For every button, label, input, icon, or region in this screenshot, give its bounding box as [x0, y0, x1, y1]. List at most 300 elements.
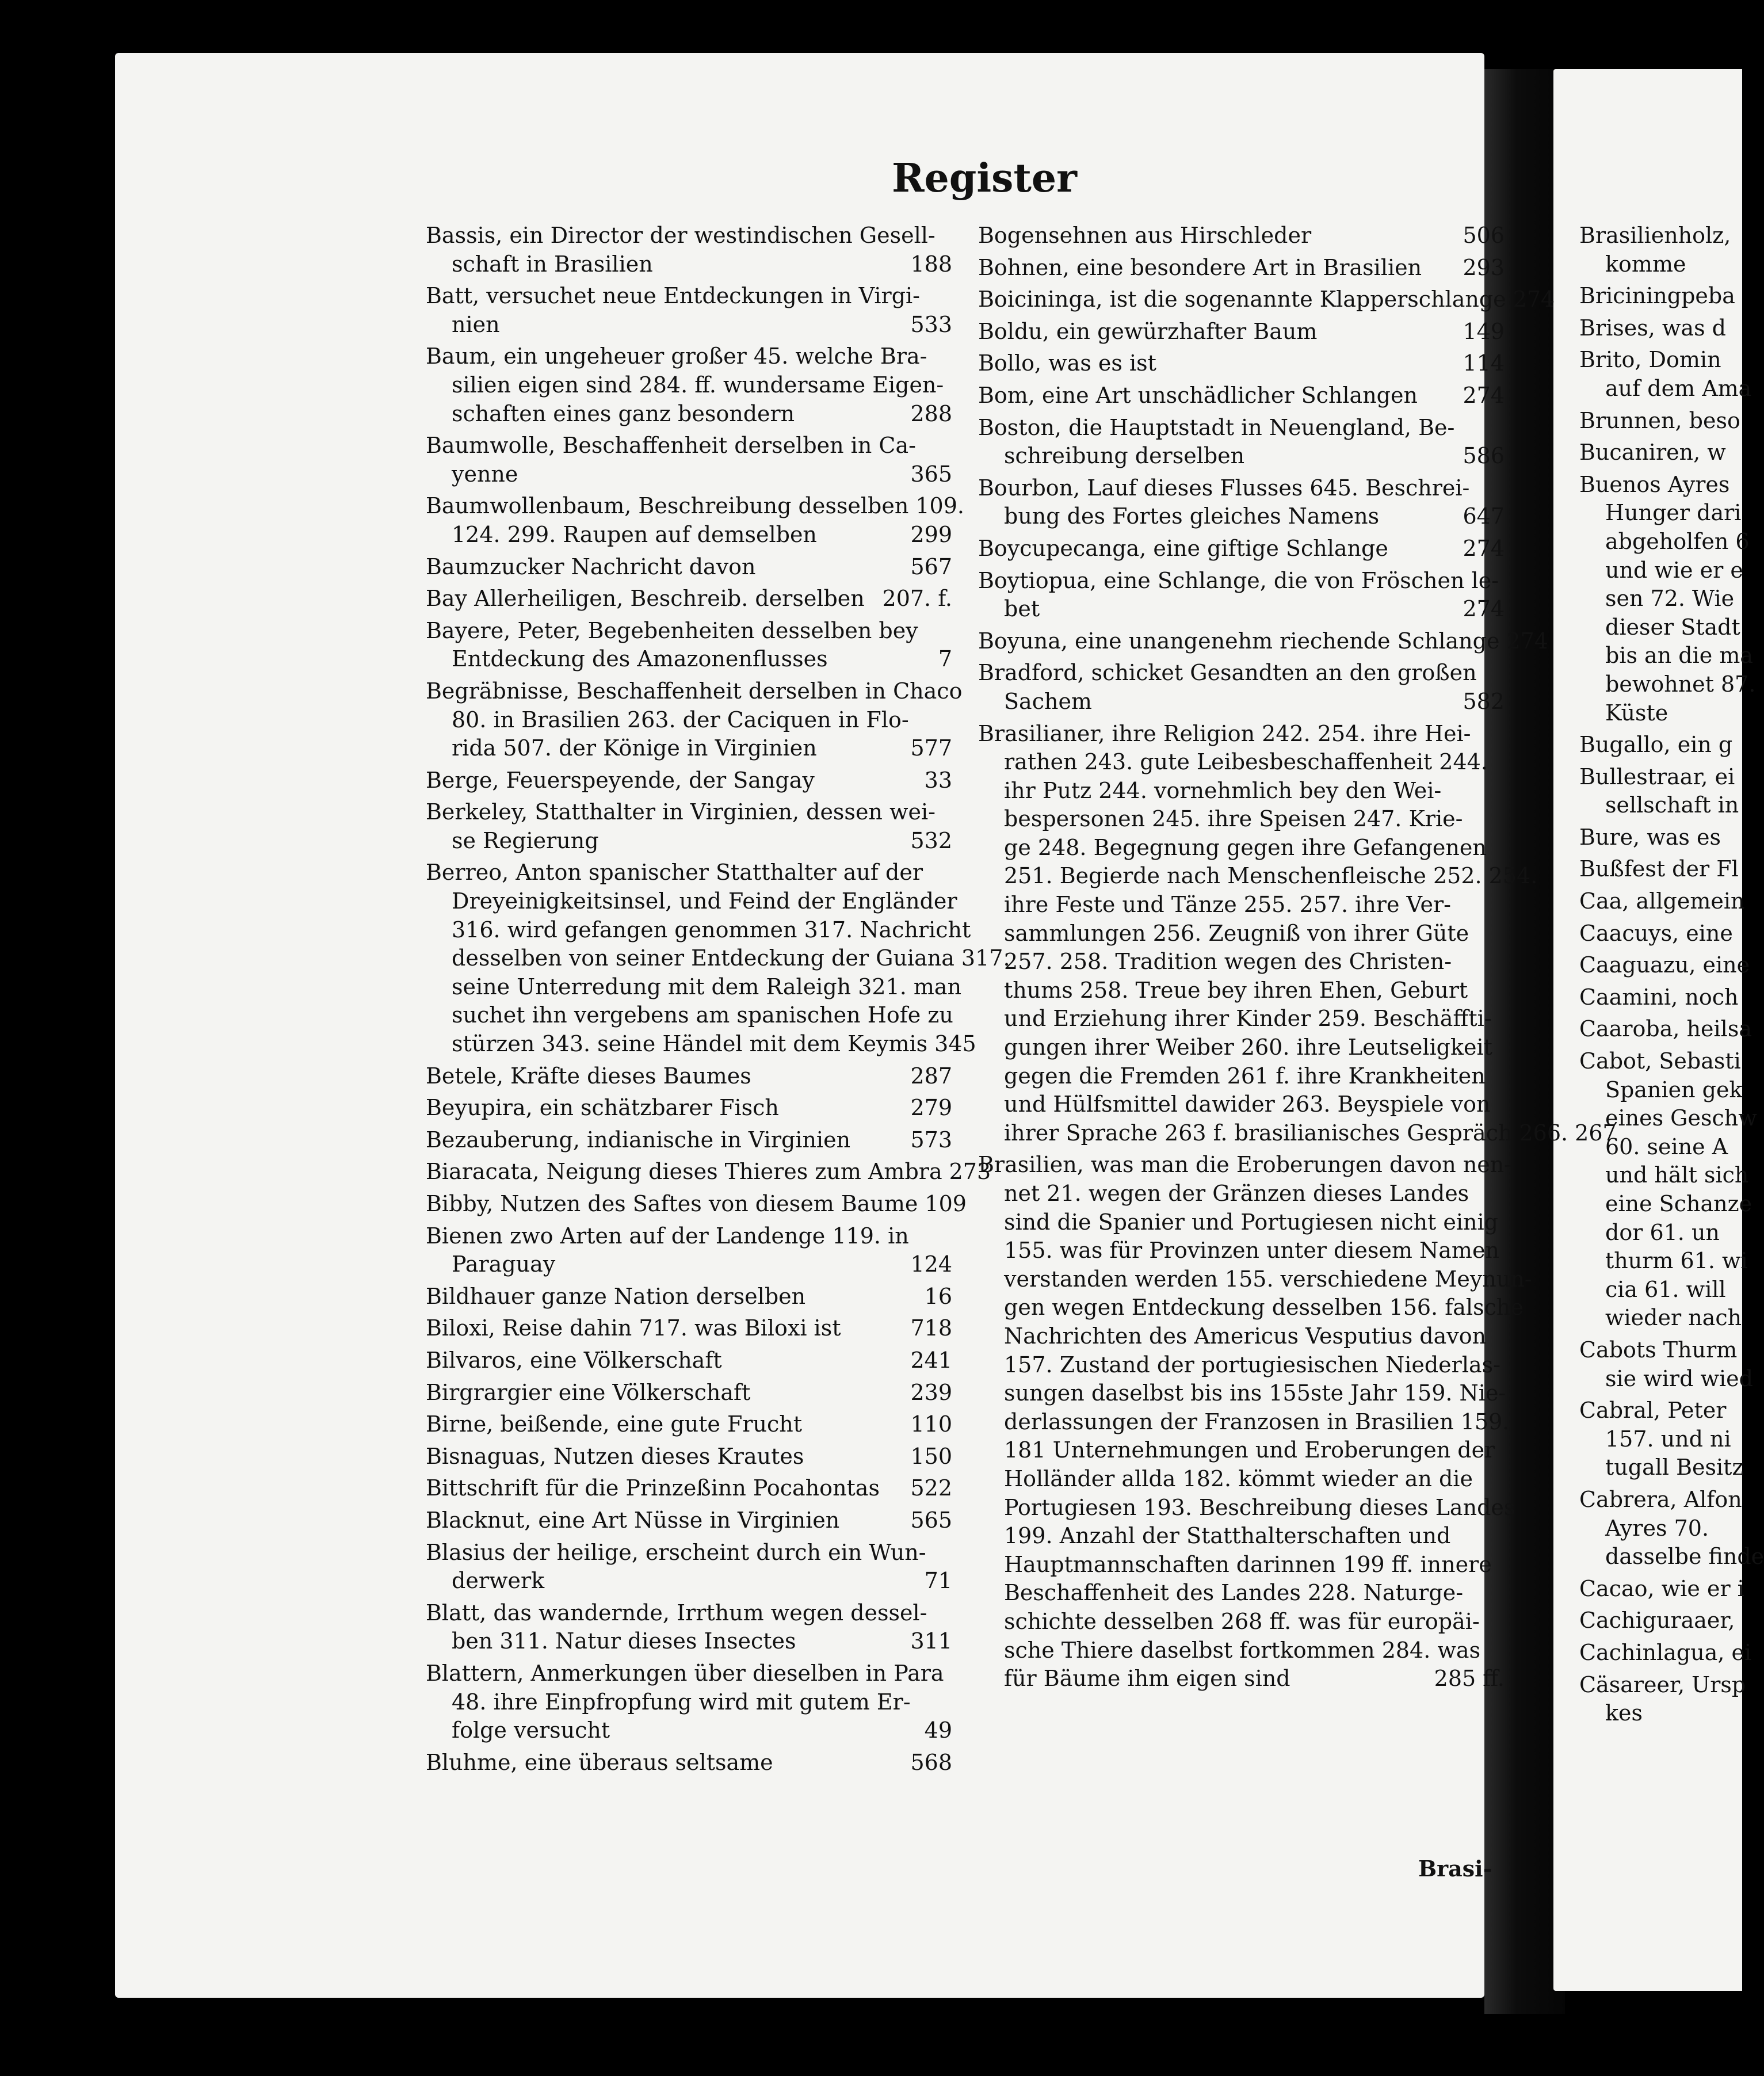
entry-text: seine Unterredung mit dem Raleigh 321. man — [452, 974, 962, 999]
entry-text: abgeholfen 6 — [1605, 528, 1750, 554]
entry-text: Caaguazu, eine — [1579, 952, 1750, 978]
page-number: 647 — [1463, 503, 1505, 529]
entry-line — [426, 944, 1010, 973]
entry-line — [1579, 699, 1752, 728]
entry-line — [1579, 1699, 1752, 1728]
entry-line — [978, 1465, 1505, 1494]
entry-line — [1579, 1543, 1764, 1571]
entry-line — [426, 282, 952, 311]
index-column-3 — [1579, 222, 1764, 1731]
entry-text: und Hülfsmittel dawider 263. Beyspiele von — [1004, 1092, 1491, 1117]
entry-line — [978, 442, 1505, 471]
entry-text: 199. Anzahl der Statthalterschaften und — [1004, 1523, 1451, 1549]
page-number: 718 — [910, 1315, 952, 1341]
entry-text: Baumzucker Nachricht davon — [426, 554, 756, 579]
index-entry — [978, 318, 1505, 346]
index-entry — [426, 766, 952, 795]
entry-text: 181 Unternehmungen und Eroberungen der — [1004, 1437, 1495, 1463]
entry-line — [978, 414, 1505, 442]
index-entry — [426, 1283, 952, 1311]
page-number: 188 — [910, 251, 952, 277]
index-entry — [426, 1659, 952, 1745]
entry-line — [978, 1208, 1505, 1237]
page-title: Register — [892, 155, 1077, 201]
entry-text: derwerk — [452, 1568, 545, 1594]
entry-text: Bibby, Nutzen des Saftes von diesem Baume — [426, 1191, 918, 1216]
entry-line — [1579, 670, 1756, 699]
entry-line — [1579, 887, 1752, 916]
page-number: 274 — [1513, 287, 1555, 312]
index-entry — [426, 1379, 952, 1407]
index-entry — [426, 1749, 952, 1777]
entry-text: Spanien gek — [1605, 1077, 1743, 1102]
entry-line — [1579, 1514, 1752, 1543]
entry-line — [1579, 499, 1752, 528]
entry-line — [426, 1506, 952, 1535]
entry-line — [978, 222, 1505, 250]
entry-line — [426, 677, 963, 706]
index-entry — [1579, 314, 1752, 343]
entry-line — [426, 371, 952, 400]
entry-line — [1579, 1486, 1752, 1514]
entry-line — [1579, 1336, 1752, 1365]
index-entry — [978, 1151, 1532, 1693]
entry-line — [1579, 951, 1752, 980]
entry-line — [426, 1250, 952, 1279]
entry-text: Biaracata, Neigung dieses Thieres zum Ambra — [426, 1159, 942, 1185]
entry-text: Baumwollenbaum, Beschreibung desselben 109. — [426, 493, 964, 519]
entry-text: eines Geschw — [1605, 1105, 1757, 1131]
entry-line — [1579, 1076, 1752, 1105]
entry-line — [978, 1322, 1505, 1351]
entry-line — [1579, 1104, 1757, 1133]
page-number: 16 — [924, 1283, 952, 1309]
entry-line — [426, 645, 952, 674]
page-number: 285 ff. — [1434, 1666, 1505, 1692]
entry-line — [978, 688, 1505, 716]
entry-line — [1579, 642, 1752, 670]
entry-line — [978, 1551, 1505, 1579]
entry-text: Briciningpeba — [1579, 283, 1735, 309]
page-number: 522 — [910, 1475, 952, 1501]
entry-text: ihre Feste und Tänze 255. 257. ihre Ver- — [1004, 892, 1451, 918]
entry-text: 257. 258. Tradition wegen des Christen- — [1004, 949, 1452, 975]
entry-text: Boldu, ein gewürzhafter Baum — [978, 318, 1318, 344]
entry-line — [978, 805, 1505, 834]
index-entry — [426, 282, 952, 339]
index-entry — [426, 432, 952, 489]
entry-text: Holländer allda 182. kömmt wieder an die — [1004, 1466, 1473, 1491]
entry-line — [426, 1474, 952, 1503]
entry-line — [426, 1346, 952, 1375]
entry-line — [978, 720, 1505, 749]
entry-text: Cabots Thurm — [1579, 1337, 1738, 1363]
entry-text: Ayres 70. — [1605, 1515, 1709, 1541]
page-number: 274 — [1463, 382, 1505, 408]
index-entry — [426, 1062, 952, 1091]
entry-line — [426, 1094, 952, 1123]
entry-text: Birgrargier eine Völkerschaft — [426, 1379, 751, 1405]
entry-text: Cabot, Sebasti — [1579, 1048, 1741, 1074]
entry-line — [978, 502, 1505, 531]
entry-text: bung des Fortes gleiches Namens — [1004, 503, 1380, 529]
entry-line — [978, 1265, 1532, 1294]
index-entry — [426, 1410, 952, 1439]
entry-line — [978, 1636, 1505, 1665]
entry-line — [978, 349, 1505, 378]
entry-line — [978, 285, 1555, 314]
entry-line — [1579, 1639, 1752, 1667]
entry-line — [1579, 791, 1752, 820]
entry-line — [426, 1716, 952, 1745]
index-entry — [1579, 1639, 1752, 1667]
entry-line — [1579, 528, 1752, 556]
index-entry — [1579, 471, 1756, 727]
entry-line — [1579, 1015, 1752, 1044]
entry-text: Hunger dari — [1605, 500, 1742, 526]
entry-line — [426, 222, 952, 250]
entry-line — [426, 798, 952, 827]
entry-text: Boyuna, eine unangenehm riechende Schlange — [978, 628, 1500, 654]
index-entry — [1579, 438, 1752, 467]
entry-text: rida 507. der Könige in Virginien — [452, 735, 817, 761]
entry-text: Bienen zwo Arten auf der Landenge 119. in — [426, 1223, 909, 1249]
entry-line — [978, 748, 1505, 777]
index-entry — [1579, 222, 1752, 278]
entry-line — [1579, 1575, 1752, 1604]
entry-line — [426, 1314, 952, 1343]
entry-line — [1579, 1365, 1752, 1394]
entry-text: 157. Zustand der portugiesischen Niederlas- — [1004, 1352, 1500, 1377]
entry-text: Bure, was es — [1579, 824, 1721, 850]
entry-text: dor 61. un — [1605, 1219, 1720, 1245]
entry-line — [978, 1033, 1505, 1062]
index-entry — [1579, 1396, 1752, 1482]
entry-line — [978, 1522, 1505, 1551]
page-number: 568 — [910, 1749, 952, 1775]
index-entry — [978, 381, 1505, 410]
entry-line — [426, 1688, 952, 1717]
entry-line — [426, 706, 952, 735]
index-entry — [1579, 346, 1752, 403]
index-entry — [978, 474, 1505, 531]
index-entry — [426, 858, 1010, 1058]
entry-text: Birne, beißende, eine gute Frucht — [426, 1411, 802, 1437]
index-entry — [426, 1442, 952, 1471]
index-entry — [1579, 1015, 1752, 1044]
entry-line — [978, 474, 1505, 503]
index-entry — [978, 349, 1505, 378]
entry-text: sammlungen 256. Zeugniß von ihrer Güte — [1004, 920, 1469, 946]
entry-line — [1579, 1276, 1752, 1304]
entry-text: Boytiopua, eine Schlange, die von Fröschen le- — [978, 567, 1499, 593]
entry-text: Cabrera, Alfon — [1579, 1486, 1742, 1512]
entry-text: Cachiguraaer, — [1579, 1608, 1735, 1634]
page-number: 124 — [910, 1251, 952, 1277]
entry-text: 251. Begierde nach Menschenfleische 252. 254. — [1004, 863, 1538, 889]
entry-line — [1579, 556, 1752, 585]
entry-line — [426, 1567, 952, 1596]
index-entry — [426, 342, 952, 428]
index-entry — [426, 1506, 952, 1535]
entry-line — [426, 1158, 991, 1186]
entry-text: Bohnen, eine besondere Art in Brasilien — [978, 254, 1422, 280]
entry-text: Bourbon, Lauf dieses Flusses 645. Beschrei- — [978, 475, 1470, 501]
entry-text: Bradford, schicket Gesandten an den großen — [978, 660, 1477, 686]
index-entry — [426, 1539, 952, 1596]
entry-text: folge versucht — [452, 1718, 610, 1743]
entry-text: Dreyeinigkeitsinsel, und Feind der Engländer — [452, 888, 957, 914]
entry-line — [978, 1151, 1512, 1180]
index-entry — [978, 567, 1505, 624]
entry-text: Nachrichten des Americus Vesputius davon — [1004, 1323, 1487, 1349]
entry-text: Entdeckung des Amazonenflusses — [452, 646, 828, 672]
entry-line — [978, 1665, 1505, 1693]
page-number: 110 — [910, 1411, 952, 1437]
entry-text: 155. was für Provinzen unter diesem Namen — [1004, 1238, 1499, 1264]
entry-text: dieser Stadt — [1605, 614, 1740, 640]
entry-text: se Regierung — [452, 827, 599, 853]
entry-line — [426, 617, 952, 646]
page-number: 71 — [924, 1568, 952, 1594]
entry-text: schreibung derselben — [1004, 443, 1245, 469]
index-entry — [426, 492, 964, 549]
entry-line — [978, 1005, 1505, 1033]
entry-text: Biloxi, Reise dahin 717. was Biloxi ist — [426, 1315, 841, 1341]
page-number: 266. 267 — [1519, 1120, 1617, 1146]
entry-text: 48. ihre Einpfropfung wird mit gutem Er- — [452, 1689, 911, 1715]
entry-text: wieder nach — [1605, 1305, 1742, 1331]
entry-line — [1579, 1425, 1752, 1454]
entry-text: schichte desselben 268 ff. was für europäi- — [1004, 1608, 1480, 1634]
entry-text: stürzen 343. seine Händel mit dem Keymis — [452, 1031, 928, 1057]
entry-text: Bollo, was es ist — [978, 350, 1156, 376]
entry-text: verstanden werden 155. verschiedene Meynun- — [1004, 1266, 1532, 1292]
entry-line — [426, 400, 952, 429]
index-entry — [1579, 1575, 1752, 1604]
entry-line — [1579, 613, 1752, 642]
entry-line — [978, 567, 1505, 596]
entry-text: derlassungen der Franzosen in Brasilien 159. — [1004, 1409, 1510, 1434]
entry-line — [978, 1379, 1505, 1408]
entry-text: bewohnet 87. — [1605, 671, 1756, 697]
entry-text: komme — [1605, 251, 1686, 277]
entry-text: 157. und ni — [1605, 1426, 1731, 1452]
entry-line — [978, 381, 1505, 410]
page-number: 586 — [1463, 443, 1505, 469]
entry-line — [1579, 1219, 1752, 1247]
entry-text: Brito, Domin — [1579, 347, 1721, 373]
entry-line — [1579, 585, 1752, 613]
index-entry — [978, 627, 1548, 656]
entry-text: Buenos Ayres — [1579, 471, 1730, 497]
index-entry — [978, 254, 1505, 283]
entry-line — [426, 1062, 952, 1091]
entry-text: silien eigen sind 284. ff. wundersame Eigen- — [452, 372, 944, 398]
entry-text: Caa, allgemein — [1579, 888, 1745, 914]
page-number: 299 — [910, 521, 952, 547]
entry-line — [1579, 823, 1752, 852]
entry-text: bet — [1004, 596, 1040, 622]
entry-text: tugall Besitz — [1605, 1455, 1744, 1480]
entry-text: Brasilienholz, — [1579, 223, 1731, 248]
entry-line — [1579, 407, 1752, 436]
entry-text: 124. 299. Raupen auf demselben — [452, 521, 817, 547]
entry-text: Küste — [1605, 700, 1668, 726]
entry-text: ge 248. Begegnung gegen ihre Gefangenen — [1004, 834, 1487, 860]
entry-text: Cäsareer, Ursp — [1579, 1672, 1746, 1697]
entry-text: Boicininga, ist die sogenannte Klapperschlange — [978, 287, 1506, 312]
entry-text: Bilvaros, eine Völkerschaft — [426, 1347, 722, 1373]
entry-line — [426, 1442, 952, 1471]
entry-line — [978, 948, 1505, 976]
entry-text: thums 258. Treue bey ihren Ehen, Geburt — [1004, 977, 1468, 1003]
entry-line — [978, 1062, 1505, 1091]
entry-text: ben 311. Natur dieses Insectes — [452, 1628, 796, 1654]
page-number: 274 — [1506, 628, 1548, 654]
index-entry — [1579, 1047, 1757, 1333]
index-entry — [978, 414, 1505, 471]
entry-line — [1579, 1671, 1752, 1700]
entry-line — [426, 1410, 952, 1439]
entry-text: Blacknut, eine Art Nüsse in Virginien — [426, 1507, 840, 1533]
entry-text: Blasius der heilige, erscheint durch ein Wun- — [426, 1539, 926, 1565]
index-entry — [1579, 1336, 1752, 1393]
page-number: 311 — [910, 1628, 952, 1654]
index-entry — [1579, 407, 1752, 436]
index-entry — [426, 798, 952, 855]
index-entry — [1579, 983, 1752, 1012]
entry-line — [426, 460, 952, 489]
entry-line — [426, 858, 952, 887]
index-entry — [426, 1158, 991, 1186]
entry-line — [978, 1494, 1515, 1522]
page-number: 532 — [910, 827, 952, 853]
entry-text: Caacuys, eine — [1579, 920, 1733, 946]
index-column-2 — [978, 222, 1617, 1697]
entry-text: Paraguay — [452, 1251, 556, 1277]
entry-text: Berge, Feuerspeyende, der Sangay — [426, 767, 815, 793]
page-number: 114 — [1463, 350, 1505, 376]
entry-line — [1579, 731, 1752, 760]
index-entry — [426, 585, 952, 613]
catchword: Brasi- — [1418, 1856, 1492, 1882]
entry-line — [978, 1180, 1505, 1208]
entry-text: ihr Putz 244. vornehmlich bey den Wei- — [1004, 777, 1442, 803]
entry-line — [426, 250, 952, 279]
entry-text: bis an die ma — [1605, 643, 1754, 669]
entry-text: desselben von seiner Entdeckung der Guiana 317. — [452, 945, 1010, 971]
index-entry — [426, 1222, 952, 1279]
entry-text: 60. seine A — [1605, 1134, 1728, 1159]
entry-line — [426, 766, 952, 795]
entry-line — [426, 492, 964, 521]
entry-text: Brises, was d — [1579, 315, 1726, 341]
entry-line — [978, 834, 1505, 863]
entry-text: yenne — [452, 461, 518, 487]
entry-text: Bogensehnen aus Hirschleder — [978, 223, 1312, 248]
index-entry — [426, 222, 952, 278]
entry-line — [978, 627, 1548, 656]
entry-text: für Bäume ihm eigen sind — [1004, 1666, 1290, 1692]
entry-line — [1579, 346, 1752, 375]
entry-line — [426, 1659, 952, 1688]
entry-line — [426, 973, 962, 1002]
entry-line — [978, 318, 1505, 346]
entry-text: Bluhme, eine überaus seltsame — [426, 1749, 773, 1775]
entry-text: Baumwolle, Beschaffenheit derselben in Ca- — [426, 433, 916, 459]
entry-line — [1579, 1133, 1752, 1162]
entry-text: Caamini, noch — [1579, 984, 1739, 1010]
entry-text: cia 61. will — [1605, 1276, 1726, 1302]
entry-line — [978, 777, 1505, 806]
entry-text: ihrer Sprache 263 f. brasilianisches Gespräch — [1004, 1120, 1513, 1146]
page-number: 279 — [910, 1095, 952, 1121]
page-number: 274 — [1463, 535, 1505, 561]
entry-line — [1579, 1396, 1752, 1425]
entry-text: 80. in Brasilien 263. der Caciquen in Flo- — [452, 707, 909, 732]
index-entry — [426, 1314, 952, 1343]
entry-text: thurm 61. wi — [1605, 1248, 1748, 1274]
entry-text: nien — [452, 311, 500, 337]
entry-line — [978, 535, 1505, 563]
index-entry — [978, 659, 1505, 716]
entry-line — [1579, 282, 1752, 311]
entry-line — [426, 1222, 952, 1251]
entry-text: Portugiesen 193. Beschreibung dieses Landes — [1004, 1494, 1515, 1520]
page-number: 149 — [1463, 318, 1505, 344]
page-number: 345 — [934, 1031, 976, 1057]
index-entry — [1579, 951, 1752, 980]
entry-text: und Erziehung ihrer Kinder 259. Beschäffti- — [1004, 1006, 1492, 1032]
entry-text: Bucaniren, w — [1579, 440, 1726, 465]
entry-line — [978, 1608, 1505, 1636]
page-number: 287 — [910, 1063, 952, 1089]
entry-text: Bayere, Peter, Begebenheiten desselben bey — [426, 617, 918, 643]
entry-line — [426, 1190, 967, 1219]
entry-line — [426, 311, 952, 339]
entry-text: Blattern, Anmerkungen über dieselben in Para — [426, 1660, 944, 1686]
index-entry — [426, 553, 952, 582]
entry-text: Brasilianer, ihre Religion 242. 254. ihre Hei- — [978, 720, 1471, 746]
entry-text: gungen ihrer Weiber 260. ihre Leutseligkeit — [1004, 1035, 1492, 1060]
entry-line — [978, 595, 1505, 624]
entry-line — [426, 1030, 976, 1059]
entry-line — [426, 916, 971, 945]
index-entry — [1579, 763, 1752, 820]
entry-text: sind die Spanier und Portugiesen nicht einig — [1004, 1209, 1498, 1235]
entry-line — [426, 585, 952, 613]
page-number: 109 — [925, 1191, 967, 1216]
entry-line — [426, 1126, 952, 1155]
page-number: 150 — [910, 1443, 952, 1469]
entry-text: Bußfest der Fl — [1579, 856, 1739, 882]
entry-text: Blatt, das wandernde, Irrthum wegen dessel- — [426, 1600, 927, 1625]
entry-line — [978, 862, 1538, 891]
page-number: 274 — [1463, 596, 1505, 622]
entry-line — [978, 254, 1505, 283]
entry-line — [1579, 1453, 1752, 1482]
index-entry — [426, 1126, 952, 1155]
entry-text: schaften eines ganz besondern — [452, 400, 795, 426]
page-number: 567 — [910, 554, 952, 579]
entry-line — [978, 659, 1505, 688]
entry-text: gen wegen Entdeckung desselben 156. falsche — [1004, 1295, 1524, 1321]
entry-line — [426, 887, 957, 916]
entry-line — [1579, 1304, 1752, 1333]
entry-text: Brunnen, beso — [1579, 407, 1740, 433]
page-number: 365 — [910, 461, 952, 487]
